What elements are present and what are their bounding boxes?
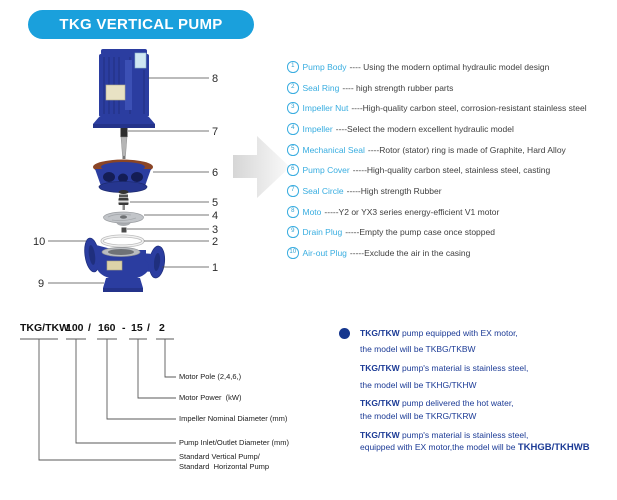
model-token-power: 15 (131, 322, 143, 334)
diagram-label-3: 3 (212, 224, 219, 236)
part-name: Impeller Nut (302, 102, 349, 113)
callout-impeller-diameter: Impeller Nominal Diameter (mm) (179, 414, 288, 423)
list-item (287, 206, 499, 218)
part-name: Seal Circle (302, 185, 344, 196)
bullet-icon (339, 328, 350, 339)
part-description: -----High-quality carbon steel, stainless steel, casting (352, 164, 551, 175)
note-text: the model will be TKHG/TKHW (360, 380, 477, 390)
model-token-slash: / (88, 322, 91, 334)
list-item (287, 247, 470, 259)
model-token-slash2: / (147, 322, 150, 334)
diagram-label-2: 2 (212, 236, 219, 248)
list-item (287, 82, 453, 94)
part-name: Pump Cover (302, 164, 350, 175)
item-number-badge: 2 (287, 82, 299, 94)
item-number-badge: 9 (287, 226, 299, 238)
part-description: ----Select the modern excellent hydraulic model (335, 123, 514, 134)
part-name: Moto (302, 206, 322, 217)
note-model-code: TKHGB/TKHWB (517, 442, 590, 453)
page-title: TKG VERTICAL PUMP (59, 16, 223, 33)
part-name: Seal Ring (302, 82, 340, 93)
part-name: Air-out Plug (302, 247, 347, 258)
note-text: the model will be TKRG/TKRW (360, 411, 477, 421)
note-text: equipped with EX motor,the model will be (360, 442, 518, 452)
note-line (360, 380, 477, 391)
note-prefix: TKG/TKW (360, 328, 400, 338)
part-description: -----Exclude the air in the casing (349, 247, 471, 258)
callout-inlet-diameter: Pump Inlet/Outlet Diameter (mm) (179, 438, 290, 447)
pump-cover (93, 160, 153, 193)
list-item (287, 61, 549, 73)
callout-motor-power: Motor Power (kW) (179, 393, 242, 402)
diagram-label-4: 4 (212, 210, 219, 222)
parts-list (287, 0, 617, 300)
note-prefix: TKG/TKW (360, 430, 400, 440)
impeller (104, 212, 144, 226)
diagram-label-6: 6 (212, 167, 219, 179)
title-banner (28, 10, 254, 39)
list-item (287, 144, 566, 156)
shaft (121, 128, 128, 159)
item-number-badge: 6 (287, 164, 299, 176)
part-description: ----Rotor (stator) ring is made of Graphite, Hard Alloy (367, 144, 566, 155)
note-prefix: TKG/TKW (360, 363, 400, 373)
model-token-impeller: 160 (98, 322, 116, 334)
list-item (287, 185, 442, 197)
seal-circle (102, 236, 143, 246)
right-arrow-icon (233, 136, 290, 198)
note-text: pump's material is stainless steel, (399, 363, 529, 373)
diagram-label-8: 8 (212, 73, 219, 85)
part-description: ---- Using the modern optimal hydraulic model design (349, 61, 550, 72)
part-name: Pump Body (302, 61, 347, 72)
note-line (360, 363, 528, 374)
list-item (287, 226, 495, 238)
callout-pump-type-line1: Standard Vertical Pump/ (179, 452, 260, 461)
part-description: ----High-quality carbon steel, corrosion-resistant stainless steel (351, 102, 587, 113)
model-token-series: TKG/TKW (20, 322, 69, 334)
motor (93, 49, 155, 128)
item-number-badge: 1 (287, 61, 299, 73)
callout-pump-type (179, 452, 269, 471)
part-description: -----High strength Rubber (346, 185, 442, 196)
diagram-label-10: 10 (33, 236, 46, 248)
note-line (360, 398, 514, 409)
item-number-badge: 10 (287, 247, 299, 259)
callout-pump-type-line2: Standard Horizontal Pump (179, 461, 270, 471)
note-text: the model will be TKBG/TKBW (360, 344, 476, 354)
note-prefix: TKG/TKW (360, 398, 400, 408)
item-number-badge: 5 (287, 144, 299, 156)
list-item (287, 102, 587, 114)
list-item (287, 123, 514, 135)
note-line (360, 430, 528, 441)
item-number-badge: 3 (287, 102, 299, 114)
note-line (360, 442, 590, 453)
model-token-pole: 2 (159, 322, 165, 334)
part-description: -----Y2 or YX3 series energy-efficient V1 motor (324, 206, 500, 217)
part-description: -----Empty the pump case once stopped (345, 226, 495, 237)
diagram-label-5: 5 (212, 197, 219, 209)
note-text: pump's material is stainless steel, (399, 430, 529, 440)
impeller-nut (122, 228, 127, 233)
model-code-bracket-lines (0, 330, 200, 480)
diagram-label-7: 7 (212, 126, 219, 138)
diagram-label-1: 1 (212, 262, 219, 274)
diagram-label-9: 9 (38, 278, 45, 290)
part-name: Impeller (302, 123, 333, 134)
note-line (360, 328, 518, 339)
exploded-pump-diagram (0, 40, 295, 305)
part-description: ---- high strength rubber parts (342, 82, 454, 93)
part-name: Drain Plug (302, 226, 343, 237)
note-text: pump delivered the hot water, (399, 398, 514, 408)
note-line (360, 344, 476, 355)
list-item (287, 164, 550, 176)
note-text: pump equipped with EX motor, (399, 328, 518, 338)
part-name: Mechanical Seal (302, 144, 365, 155)
item-number-badge: 8 (287, 206, 299, 218)
item-number-badge: 7 (287, 185, 299, 197)
item-number-badge: 4 (287, 123, 299, 135)
note-line (360, 411, 476, 422)
model-token-dash: - (122, 322, 126, 334)
callout-motor-pole: Motor Pole (2,4,6,) (179, 372, 242, 381)
model-token-inlet: 100 (66, 322, 84, 334)
mechanical-seal (119, 190, 129, 210)
